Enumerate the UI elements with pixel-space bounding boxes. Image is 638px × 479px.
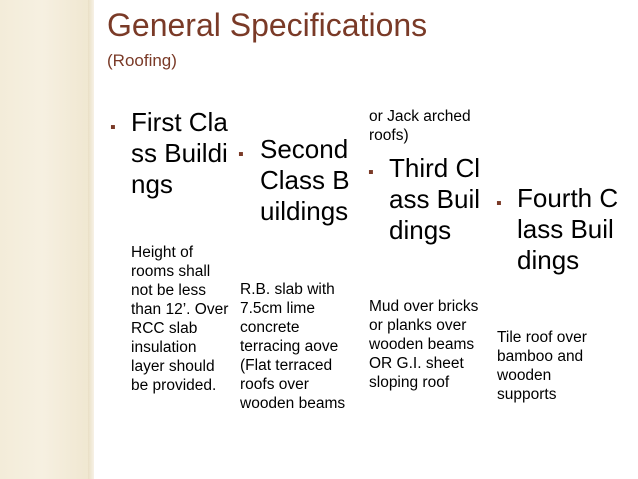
overflow-text: or Jack arched roofs) <box>369 108 471 144</box>
square-bullet-icon: ▪ <box>238 146 244 163</box>
column-details: Tile roof over bamboo and wooden supports <box>497 329 587 403</box>
column-heading: Second Class Buildings <box>260 134 350 226</box>
column-heading: Fourth Class Buildings <box>517 183 619 275</box>
decorative-sidebar <box>0 0 94 479</box>
column-details: Height of rooms shall not be less than 12’. Over RCC slab insulation layer should be provided. <box>131 244 229 394</box>
column-heading: Third Class Buildings <box>389 153 481 245</box>
slide-subtitle: (Roofing) <box>107 51 177 70</box>
square-bullet-icon: ▪ <box>110 119 116 136</box>
square-bullet-icon: ▪ <box>496 195 502 212</box>
slide-title: General Specifications <box>107 7 428 43</box>
column-details: Mud over bricks or planks over wooden beams OR G.I. sheet sloping roof <box>369 298 479 391</box>
column-heading: First Class Buildings <box>131 107 228 199</box>
column-details: R.B. slab with 7.5cm lime concrete terracing aove (Flat terraced roofs over wooden beams <box>240 281 346 412</box>
square-bullet-icon: ▪ <box>368 164 374 181</box>
